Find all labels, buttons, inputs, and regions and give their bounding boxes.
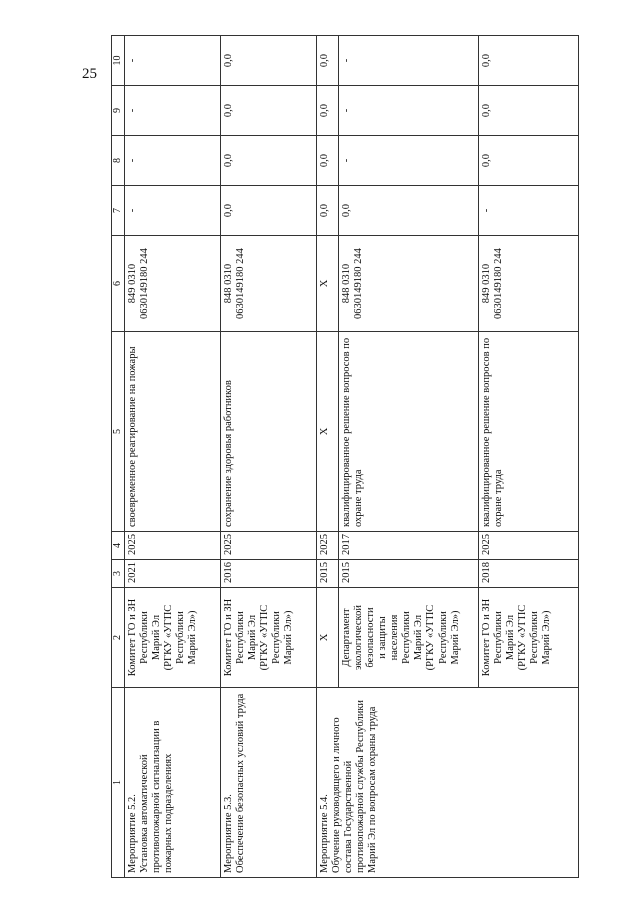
value-cell: 0,0 — [317, 186, 339, 236]
executor-cell: X — [317, 588, 339, 688]
executor-cell: Комитет ГО и ЗН Республики Марий Эл (РГКУ «УГПС Республики Марий Эл») — [221, 588, 317, 688]
end-year-cell: 2025 — [479, 532, 579, 560]
start-year-cell: 2021 — [125, 560, 221, 588]
value-cell: - — [479, 186, 579, 236]
measure-cell: Мероприятие 5.2. Установка автоматической противопожарной сигнализации в пожарных подразделениях — [125, 688, 221, 878]
table-container — [111, 36, 631, 878]
value-cell: - — [125, 186, 221, 236]
executor-cell: Комитет ГО и ЗН Республики Марий Эл (РГКУ «УГПС Республики Марий Эл») — [125, 588, 221, 688]
value-cell: 0,0 — [339, 186, 479, 236]
result-cell: квалифицированное решение вопросов по охране труда — [339, 332, 479, 532]
measure-cell: Мероприятие 5.3. Обеспечение безопасных условий труда — [221, 688, 317, 878]
col-header: 9 — [112, 86, 125, 136]
col-header: 8 — [112, 136, 125, 186]
value-cell: - — [339, 136, 479, 186]
value-cell: - — [339, 86, 479, 136]
budget-code-cell: 848 0310 0630149180 244 — [339, 236, 479, 332]
table-row — [317, 36, 339, 878]
value-cell: 0,0 — [479, 36, 579, 86]
page-number: 25 — [82, 66, 97, 82]
start-year-cell: 2015 — [317, 560, 339, 588]
value-cell: 0,0 — [317, 36, 339, 86]
value-cell: 0,0 — [317, 136, 339, 186]
col-header: 3 — [112, 560, 125, 588]
end-year-cell: 2017 — [339, 532, 479, 560]
result-cell: своевременное реагирование на пожары — [125, 332, 221, 532]
start-year-cell: 2015 — [339, 560, 479, 588]
start-year-cell: 2018 — [479, 560, 579, 588]
budget-code-cell: 849 0310 0630149180 244 — [479, 236, 579, 332]
budget-code-cell: 848 0310 0630149180 244 — [221, 236, 317, 332]
value-cell: - — [125, 36, 221, 86]
result-cell: сохранение здоровья работников — [221, 332, 317, 532]
col-header: 7 — [112, 186, 125, 236]
col-header: 2 — [112, 588, 125, 688]
end-year-cell: 2025 — [125, 532, 221, 560]
start-year-cell: 2016 — [221, 560, 317, 588]
value-cell: 0,0 — [221, 86, 317, 136]
executor-cell: Комитет ГО и ЗН Республики Марий Эл (РГКУ «УГПС Республики Марий Эл») — [479, 588, 579, 688]
value-cell: 0,0 — [221, 136, 317, 186]
table-row — [221, 36, 317, 878]
end-year-cell: 2025 — [221, 532, 317, 560]
value-cell: - — [125, 136, 221, 186]
col-header: 6 — [112, 236, 125, 332]
program-table — [111, 35, 579, 878]
result-cell: X — [317, 332, 339, 532]
table-row — [125, 36, 221, 878]
value-cell: 0,0 — [479, 86, 579, 136]
end-year-cell: 2025 — [317, 532, 339, 560]
value-cell: - — [339, 36, 479, 86]
value-cell: 0,0 — [221, 186, 317, 236]
value-cell: 0,0 — [317, 86, 339, 136]
col-header: 5 — [112, 332, 125, 532]
rotated-table-wrapper — [111, 36, 553, 873]
budget-code-cell: X — [317, 236, 339, 332]
measure-cell: Мероприятие 5.4. Обучение руководящего и личного состава Государственной противопожарной службы Республики Марий Эл по вопросам охраны труда — [317, 688, 579, 878]
value-cell: 0,0 — [221, 36, 317, 86]
column-number-row — [112, 36, 125, 878]
value-cell: - — [125, 86, 221, 136]
result-cell: квалифицированное решение вопросов по охране труда — [479, 332, 579, 532]
col-header: 10 — [112, 36, 125, 86]
value-cell: 0,0 — [479, 136, 579, 186]
budget-code-cell: 849 0310 0630149180 244 — [125, 236, 221, 332]
executor-cell: Департамент экологической безопасности и защиты населения Республики Марий Эл (РГКУ «УГПС Республики Марий Эл») — [339, 588, 479, 688]
col-header: 1 — [112, 688, 125, 878]
col-header: 4 — [112, 532, 125, 560]
